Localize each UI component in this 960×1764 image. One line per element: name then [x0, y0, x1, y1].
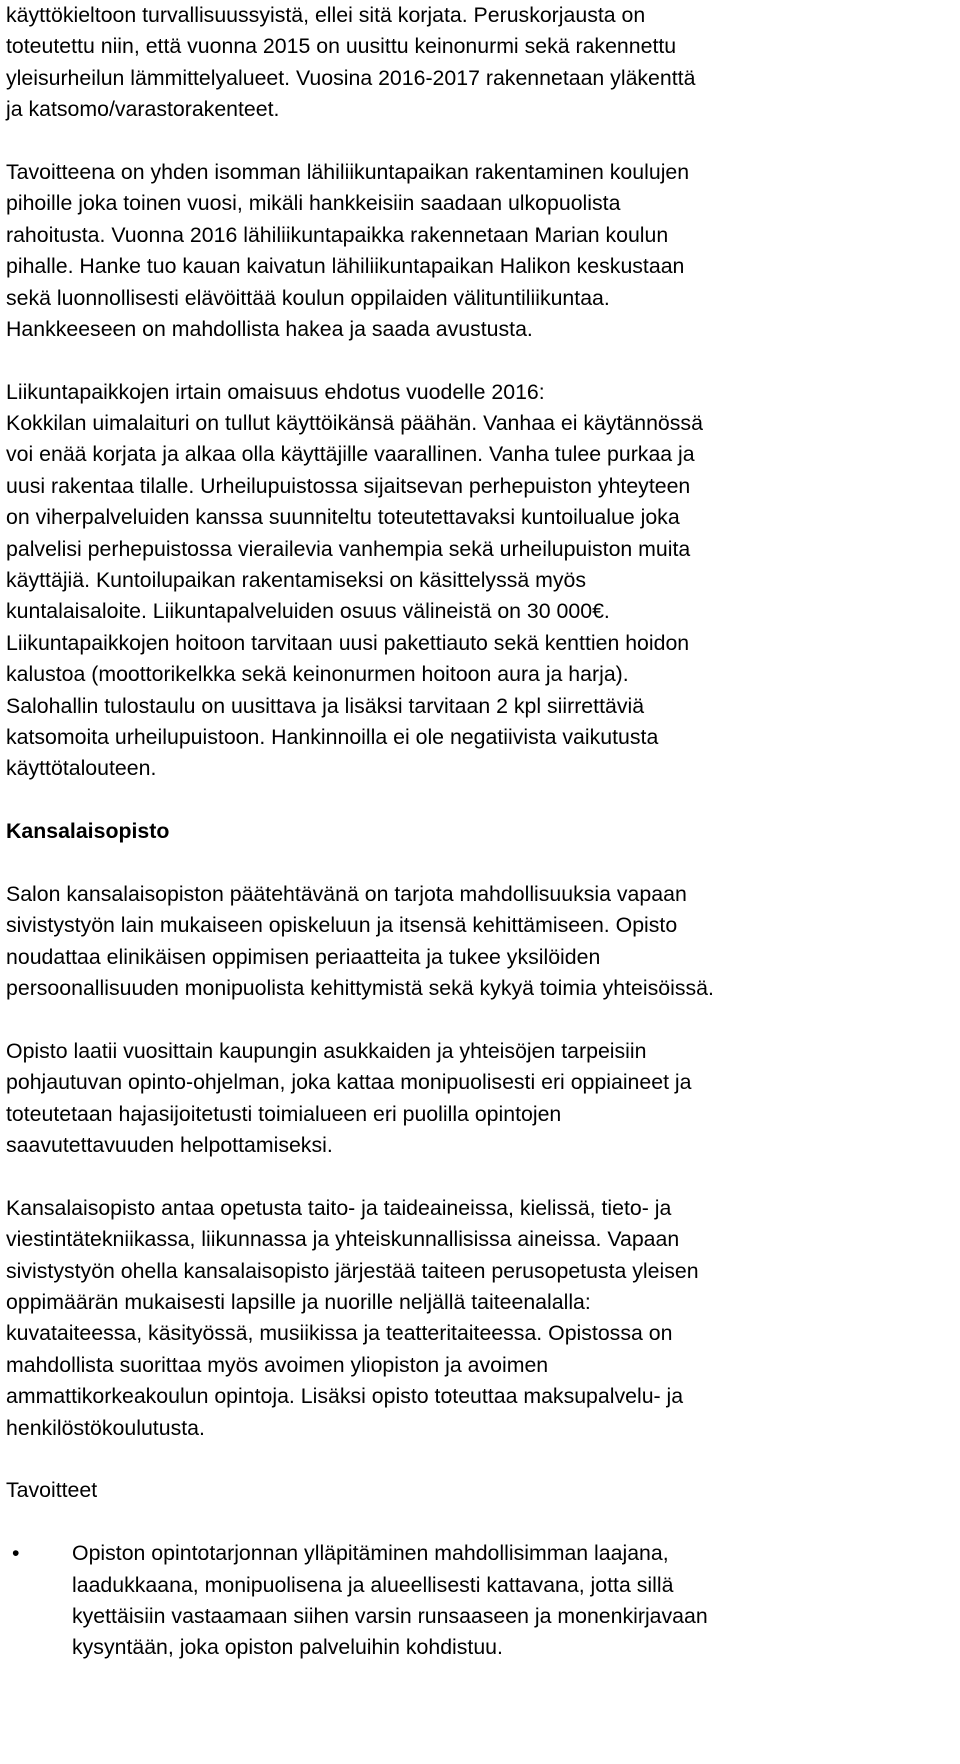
section-heading-kansalaisopisto: Kansalaisopisto — [6, 819, 170, 844]
text-line: pohjautuvan opinto-ohjelman, joka kattaa monipuolisesti eri oppiaineet ja — [6, 1070, 692, 1095]
text-line: Liikuntapaikkojen hoitoon tarvitaan uusi pakettiauto sekä kenttien hoidon — [6, 630, 690, 655]
text-line: palvelisi perhepuistossa vierailevia vanhempia sekä urheilupuiston muita — [6, 536, 691, 561]
text-line: noudattaa elinikäisen oppimisen periaatteita ja tukee yksilöiden — [6, 944, 601, 969]
text-line: sivistystyön lain mukaiseen opiskeluun ja itsensä kehittämiseen. Opisto — [6, 913, 678, 938]
text-line: laadukkaana, monipuolisena ja alueellisesti kattavana, jotta sillä — [72, 1572, 674, 1597]
text-line: toteutetaan hajasijoitetusti toimialueen eri puolilla opintojen — [6, 1101, 562, 1126]
paragraph-spacer — [6, 1161, 956, 1192]
text-line: käyttötalouteen. — [6, 756, 157, 781]
text-line: ammattikorkeakoulun opintoja. Lisäksi opisto toteuttaa maksupalvelu- ja — [6, 1384, 684, 1409]
text-line: kyettäisiin vastaamaan siihen varsin runsaaseen ja monenkirjavaan — [72, 1603, 708, 1628]
text-line: Kansalaisopisto antaa opetusta taito- ja taideaineissa, kielissä, tieto- ja — [6, 1195, 672, 1220]
text-line: Salon kansalaisopiston päätehtävänä on tarjota mahdollisuuksia vapaan — [6, 881, 687, 906]
text-line: pihalle. Hanke tuo kauan kaivatun lähiliikuntapaikan Halikon keskustaan — [6, 254, 685, 279]
text-line: mahdollista suorittaa myös avoimen yliopiston ja avoimen — [6, 1352, 549, 1377]
text-line: Hankkeeseen on mahdollista hakea ja saada avustusta. — [6, 316, 533, 341]
text-line: Opisto laatii vuosittain kaupungin asukkaiden ja yhteisöjen tarpeisiin — [6, 1038, 647, 1063]
section-heading-tavoitteet: Tavoitteet — [6, 1478, 98, 1503]
text-line: Tavoitteena on yhden isomman lähiliikuntapaikan rakentaminen koulujen — [6, 159, 690, 184]
paragraph-spacer — [6, 848, 956, 879]
paragraph-teaching — [6, 1193, 956, 1444]
paragraph-spacer — [6, 1005, 956, 1036]
text-line: kuntalaisaloite. Liikuntapalveluiden osuus välineistä on 30 000€. — [6, 599, 610, 624]
paragraph-goal — [6, 157, 956, 345]
text-line: kalustoa (moottorikelkka sekä keinonurmen hoitoon aura ja harja). — [6, 662, 629, 687]
paragraph-spacer — [6, 1444, 956, 1475]
text-line: sekä luonnollisesti elävöittää koulun oppilaiden välituntiliikuntaa. — [6, 285, 610, 310]
text-line: yleisurheilun lämmittelyalueet. Vuosina 2016-2017 rakennetaan yläkenttä — [6, 65, 696, 90]
text-line: henkilöstökoulutusta. — [6, 1415, 205, 1440]
text-line: on viherpalveluiden kanssa suunniteltu toteutettavaksi kuntoilualue joka — [6, 505, 680, 530]
text-line: sivistystyön ohella kansalaisopisto järjestää taiteen perusopetusta yleisen — [6, 1258, 699, 1283]
bullet-list-item — [6, 1538, 956, 1664]
paragraph-mission — [6, 879, 956, 1005]
paragraph-intro — [6, 0, 956, 126]
paragraph-spacer — [6, 345, 956, 376]
text-line: persoonallisuuden monipuolista kehittymistä sekä kykyä toimia yhteisöissä. — [6, 976, 714, 1001]
text-line: katsomoita urheilupuistoon. Hankinnoilla ei ole negatiivista vaikutusta — [6, 724, 659, 749]
paragraph-assets — [6, 377, 956, 785]
text-line: Liikuntapaikkojen irtain omaisuus ehdotus vuodelle 2016: — [6, 379, 545, 404]
text-line: toteutettu niin, että vuonna 2015 on uusittu keinonurmi sekä rakennettu — [6, 34, 677, 59]
text-line: viestintätekniikassa, liikunnassa ja yhteiskunnallisissa aineissa. Vapaan — [6, 1227, 680, 1252]
text-line: käyttäjiä. Kuntoilupaikan rakentamiseksi on käsittelyssä myös — [6, 568, 587, 593]
text-line: kuvataiteessa, käsityössä, musiikissa ja teatteritaiteessa. Opistossa on — [6, 1321, 673, 1346]
bullet-icon: • — [12, 1541, 20, 1566]
text-line: uusi rakentaa tilalle. Urheilupuistossa sijaitsevan perhepuiston yhteyteen — [6, 473, 691, 498]
text-line: Opiston opintotarjonnan ylläpitäminen mahdollisimman laajana, — [72, 1541, 669, 1566]
text-line: rahoitusta. Vuonna 2016 lähiliikuntapaikka rakennetaan Marian koulun — [6, 222, 669, 247]
text-line: saavutettavuuden helpottamiseksi. — [6, 1133, 333, 1158]
paragraph-spacer — [6, 785, 956, 816]
text-line: pihoille joka toinen vuosi, mikäli hankkeisiin saadaan ulkopuolista — [6, 191, 621, 216]
text-line: oppimäärän mukaisesti lapsille ja nuorille neljällä taiteenalalla: — [6, 1290, 591, 1315]
text-line: ja katsomo/varastorakenteet. — [6, 97, 280, 122]
paragraph-spacer — [6, 126, 956, 157]
paragraph-program — [6, 1036, 956, 1162]
text-line: kysyntään, joka opiston palveluihin kohdistuu. — [72, 1635, 503, 1660]
text-line: käyttökieltoon turvallisuussyistä, ellei sitä korjata. Peruskorjausta on — [6, 3, 646, 27]
text-line: Salohallin tulostaulu on uusittava ja lisäksi tarvitaan 2 kpl siirrettäviä — [6, 693, 645, 718]
paragraph-spacer — [6, 1507, 956, 1538]
document-page — [6, 0, 956, 1664]
text-line: voi enää korjata ja alkaa olla käyttäjille vaarallinen. Vanha tulee purkaa ja — [6, 442, 695, 467]
text-line: Kokkilan uimalaituri on tullut käyttöikänsä päähän. Vanhaa ei käytännössä — [6, 411, 703, 436]
